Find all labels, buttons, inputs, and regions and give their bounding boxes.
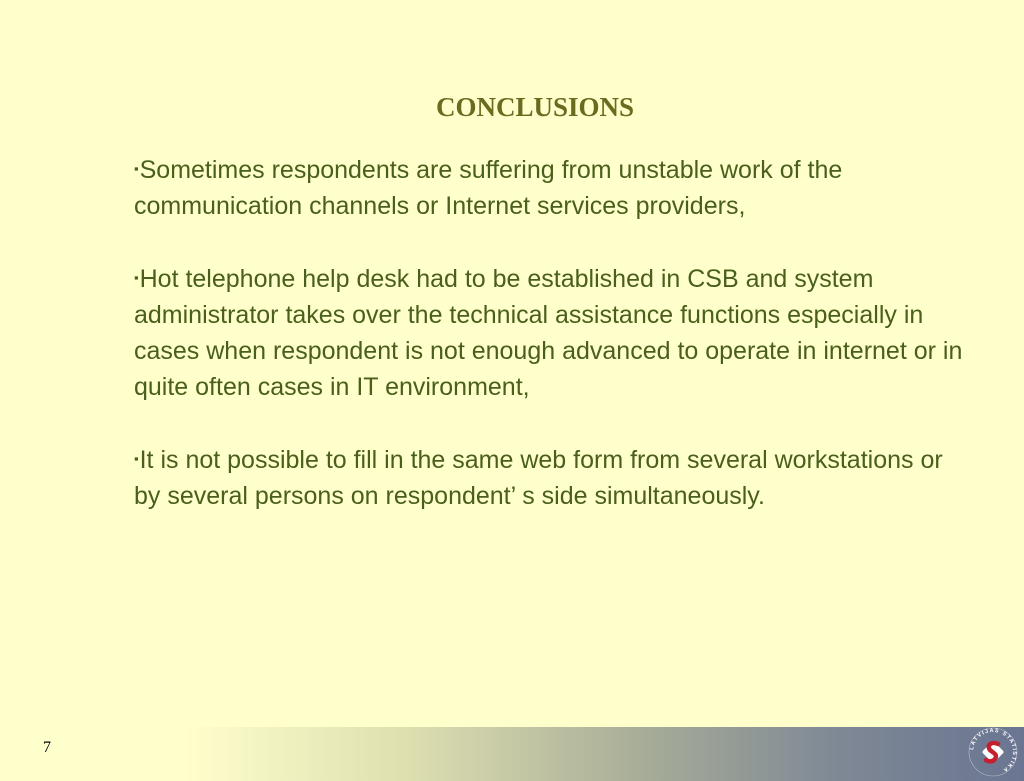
square-bullet-icon: ▪: [134, 161, 139, 176]
statistics-logo-icon: [968, 727, 1018, 777]
bullet-item: [134, 441, 964, 514]
bullet-text: It is not possible to fill in the same web form from several workstations or by several persons on respondent’ s side simultaneously.: [134, 446, 943, 510]
page-number: 7: [43, 739, 51, 756]
square-bullet-icon: ▪: [134, 270, 139, 285]
logo-ring-text: LATVIJAS STATISTIKA: [969, 727, 1018, 774]
bullet-list: [134, 151, 964, 550]
slide-title: CONCLUSIONS: [435, 92, 635, 122]
square-bullet-icon: ▪: [134, 451, 139, 466]
bullet-text: Hot telephone help desk had to be established in CSB and system administrator takes over the technical assistance functions especially in cases when respondent is not enough advanced to operate in internet or in quite often cases in IT environment,: [134, 265, 963, 401]
footer-gradient-bar: [0, 727, 1024, 781]
bullet-item: [134, 260, 964, 405]
bullet-text: Sometimes respondents are suffering from unstable work of the communication channels or Internet services providers,: [134, 156, 843, 220]
bullet-item: [134, 151, 964, 224]
